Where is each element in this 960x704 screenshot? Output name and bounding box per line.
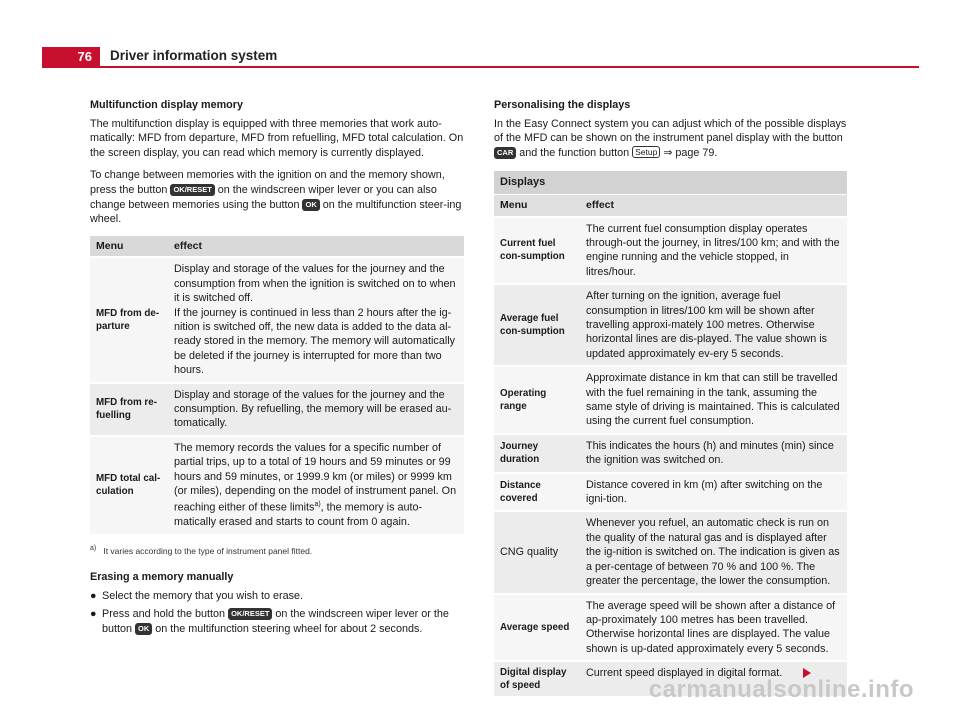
bullet-icon: ● xyxy=(90,608,97,621)
table-row-menu: Journey duration xyxy=(494,434,580,473)
table-row-menu: CNG quality xyxy=(494,511,580,593)
bullet-1-text: Select the memory that you wish to erase. xyxy=(102,589,304,602)
table-row-menu: MFD total cal-culation xyxy=(90,436,168,534)
ok-key-icon: OK xyxy=(135,623,152,635)
list-item xyxy=(90,589,464,604)
table-row-menu: Average fuel con-sumption xyxy=(494,284,580,366)
footnote-mark: a) xyxy=(90,544,97,552)
bullet-2-part-a: Press and hold the button xyxy=(102,608,226,621)
table-row xyxy=(90,436,464,534)
table-row-effect: The current fuel consumption display operates through-out the journey, in litres/100 km; and with the engine running and the vehicle stopped, in litres/hour. xyxy=(580,217,847,285)
personal-p-part-a: In the Easy Connect system you can adjust which of the possible displays of the MFD can be shown on the instrument panel display with the button xyxy=(494,117,847,145)
table-row-effect: Approximate distance in km that can still be travelled with the fuel remaining in the tank, assuming the same style of driving is maintained. This is calculated using the current fuel consumption. xyxy=(580,366,847,434)
bullet-2-part-c: on the multifunction steering wheel for about 2 seconds. xyxy=(155,623,423,636)
table-row-effect: The average speed will be shown after a distance of ap-proximately 100 metres has been travelled. Otherwise horizontal lines are displayed. The value shown is up-dated approximately every 5 seconds. xyxy=(580,594,847,662)
ok-reset-key-icon: OK/RESET xyxy=(228,608,272,620)
personal-p-part-b: and the function button xyxy=(519,146,630,159)
setup-key-icon: Setup xyxy=(632,146,660,158)
personal-heading: Personalising the displays xyxy=(494,99,631,111)
displays-table xyxy=(494,170,847,696)
table-row-effect: After turning on the ignition, average fuel consumption in litres/100 km will be shown after travelling approxi-mately 100 metres. Otherwise horizontal lines are dis-played. The value shown is updated approximately ev-ery 5 seconds. xyxy=(580,284,847,366)
left-column xyxy=(90,98,464,641)
table-row-effect: Distance covered in km (m) after switching on the igni-tion. xyxy=(580,473,847,512)
table-row xyxy=(494,366,847,434)
table-row-menu: MFD from re-fuelling xyxy=(90,383,168,436)
watermark: carmanualsonline.info xyxy=(648,676,914,703)
table-row-menu: Operating range xyxy=(494,366,580,434)
displays-table-header-menu: Menu xyxy=(494,194,580,216)
table-row xyxy=(494,473,847,512)
page-title: Driver information system xyxy=(110,48,278,63)
memory-p2-part-a: To change between memories with the ignition on and the memory shown, press the button xyxy=(90,169,445,196)
erasing-heading: Erasing a memory manually xyxy=(90,571,234,584)
table-row-effect: Whenever you refuel, an automatic check is run on the quality of the natural gas and is displayed after the ig-nition is switched on. The indication is given as a per-centage of between 70 % and 100 %. The greater the percentage, the lower the consumption. xyxy=(580,511,847,593)
table-row-effect: This indicates the hours (h) and minutes (min) since the ignition was switched on. xyxy=(580,434,847,473)
memory-table-header-effect: effect xyxy=(168,235,464,257)
page-reference: ⇒ page 79. xyxy=(663,146,718,159)
ok-reset-key-icon: OK/RESET xyxy=(170,184,214,196)
displays-table-caption: Displays xyxy=(494,171,847,195)
table-row xyxy=(494,284,847,366)
personal-paragraph xyxy=(494,117,847,161)
table-row-menu: Current fuel con-sumption xyxy=(494,217,580,285)
list-item xyxy=(90,607,464,636)
table-row xyxy=(494,511,847,593)
bullet-icon: ● xyxy=(90,589,97,602)
effect-text: Current speed displayed in digital format. xyxy=(586,667,783,680)
effect-text-b: , the memory is auto-matically erased and starts to count from 0 again. xyxy=(174,502,423,529)
car-key-icon: CAR xyxy=(494,147,516,159)
table-row-effect xyxy=(168,436,464,534)
footnote-text: It varies according to the type of instrument panel fitted. xyxy=(103,545,313,556)
footnote xyxy=(90,542,464,558)
header-rule xyxy=(42,66,919,68)
table-row-menu: Digital display of speed xyxy=(494,661,580,696)
effect-text-a: The memory records the values for a specific number of partial trips, up to a total of 19 hours and 59 minutes or 99 hours and 59 minutes, or 1999.9 km (or miles) or 9999 km (or miles), depending on the model of instrument panel. On reaching either of these limits xyxy=(174,441,457,515)
memory-paragraph-1: The multifunction display is equipped with three memories that work auto-matically: MFD from departure, MFD from refuelling, MFD total calculation. On the screen display, you can read which memory is currently displayed. xyxy=(90,117,464,159)
ok-key-icon: OK xyxy=(302,199,319,211)
right-column xyxy=(494,98,847,696)
table-row-effect: Display and storage of the values for the journey and the consumption from when the ignition is switched on to when it is switched off. If the journey is continued in less than 2 hours after the ig-nition is switched off, the new data is added to the data al-ready stored in the memory. The memory will automatically be deleted if the journey is interrupted for more than two hours. xyxy=(168,257,464,382)
page-number: 76 xyxy=(42,47,100,67)
table-row-effect: Display and storage of the values for the journey and the consumption. By refuelling, the memory will be erased au-tomatically. xyxy=(168,383,464,436)
memory-paragraph-2 xyxy=(90,168,464,226)
memory-p2-part-b: on the windscreen wiper lever or you can also change between memories using the button xyxy=(90,183,437,211)
table-row xyxy=(494,217,847,285)
memory-table-header-menu: Menu xyxy=(90,235,168,257)
table-row xyxy=(494,594,847,662)
table-row-menu: MFD from de-parture xyxy=(90,257,168,382)
displays-table-header-effect: effect xyxy=(580,194,847,216)
table-row xyxy=(90,257,464,382)
bullet-2-part-b: on the windscreen wiper lever or the button xyxy=(102,608,449,636)
table-row-menu: Average speed xyxy=(494,594,580,662)
memory-p2-part-c: on the multifunction steer-ing wheel. xyxy=(90,198,462,226)
memory-heading: Multifunction display memory xyxy=(90,99,243,111)
footnote-ref: a) xyxy=(314,501,321,509)
erasing-steps xyxy=(90,589,464,637)
table-row xyxy=(90,383,464,436)
table-row xyxy=(494,434,847,473)
table-row-menu: Distance covered xyxy=(494,473,580,512)
memory-table xyxy=(90,235,464,534)
